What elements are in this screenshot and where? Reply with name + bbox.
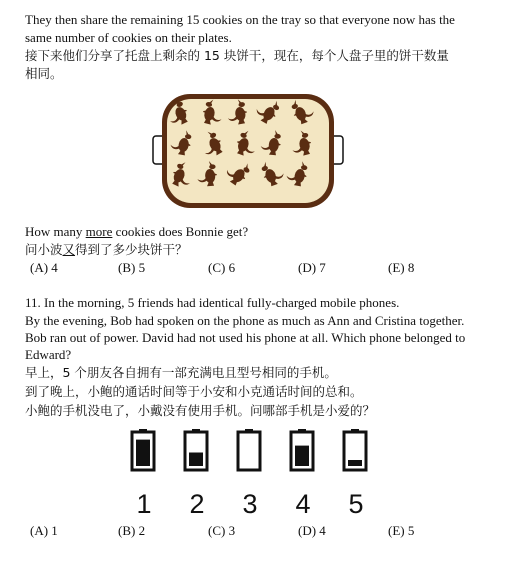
q10-text-en-1: They then share the remaining 15 cookies on the tray so that everyone now has the [25, 12, 455, 27]
q10-option-c[interactable]: (C) 6 [208, 260, 236, 275]
q11-option-d[interactable]: (D) 4 [298, 523, 326, 538]
q11-option-c[interactable]: (C) 3 [208, 523, 236, 538]
q10-option-e[interactable]: (E) 8 [388, 260, 415, 275]
q10-text-cn-1: 接下来他们分享了托盘上剩余的 15 块饼干，现在，每个人盘子里的饼干数量 [25, 48, 449, 63]
q11-text-en-2: By the evening, Bob had spoken on the phone as much as Ann and Cristina together. [25, 313, 465, 328]
q10-question-cn-pre: 问小波 [25, 242, 63, 257]
q11-text-en-1: 11. In the morning, 5 friends had identical fully-charged mobile phones. [25, 295, 400, 310]
phone-battery-5 [344, 429, 366, 519]
q10-question [25, 224, 248, 240]
battery-outline [238, 432, 260, 470]
q10-question-underlined: more [85, 224, 113, 239]
q10-question-pre: How many [25, 224, 86, 239]
q10-question-cn-underlined: 又 [62, 242, 76, 257]
phone-label: 4 [295, 489, 311, 519]
q11-text-cn-3: 小鲍的手机没电了，小戴没有使用手机。问哪部手机是小爱的？ [25, 403, 376, 418]
phone-battery-1 [132, 429, 154, 519]
q10-text-cn-2: 相同。 [25, 66, 63, 81]
q10-question-cn-post: 得到了多少块饼干？ [75, 242, 188, 257]
phone-label: 1 [136, 489, 152, 519]
phone-label: 2 [189, 489, 205, 519]
q11-text-cn-2: 到了晚上，小鲍的通话时间等于小安和小克通话时间的总和。 [25, 384, 363, 399]
battery-charge-fill [136, 440, 150, 466]
battery-charge-fill [295, 446, 309, 466]
q11-option-b[interactable]: (B) 2 [118, 523, 146, 538]
phone-label: 5 [348, 489, 364, 519]
phone-battery-4 [291, 429, 313, 519]
cookie-tray-image [150, 90, 346, 212]
battery-charge-fill [348, 460, 362, 466]
phone-battery-2 [185, 429, 207, 519]
q11-text-en-4: Edward? [25, 347, 72, 362]
phone-batteries-figure [128, 428, 378, 520]
q10-text-en-2: same number of cookies on their plates. [25, 30, 232, 45]
phone-battery-3 [238, 429, 260, 519]
q10-option-a[interactable]: (A) 4 [30, 260, 58, 275]
q10-option-d[interactable]: (D) 7 [298, 260, 326, 275]
q10-question-cn [25, 242, 188, 258]
q11-option-a[interactable]: (A) 1 [30, 523, 58, 538]
q11-text-cn-1: 早上，5 个朋友各自拥有一部充满电且型号相同的手机。 [25, 365, 337, 380]
q10-option-b[interactable]: (B) 5 [118, 260, 146, 275]
q11-text-en-3: Bob ran out of power. David had not used his phone at all. Which phone belonged to [25, 330, 466, 345]
phone-label: 3 [242, 489, 258, 519]
q10-question-post: cookies does Bonnie get? [112, 224, 249, 239]
battery-charge-fill [189, 453, 203, 467]
q11-option-e[interactable]: (E) 5 [388, 523, 415, 538]
